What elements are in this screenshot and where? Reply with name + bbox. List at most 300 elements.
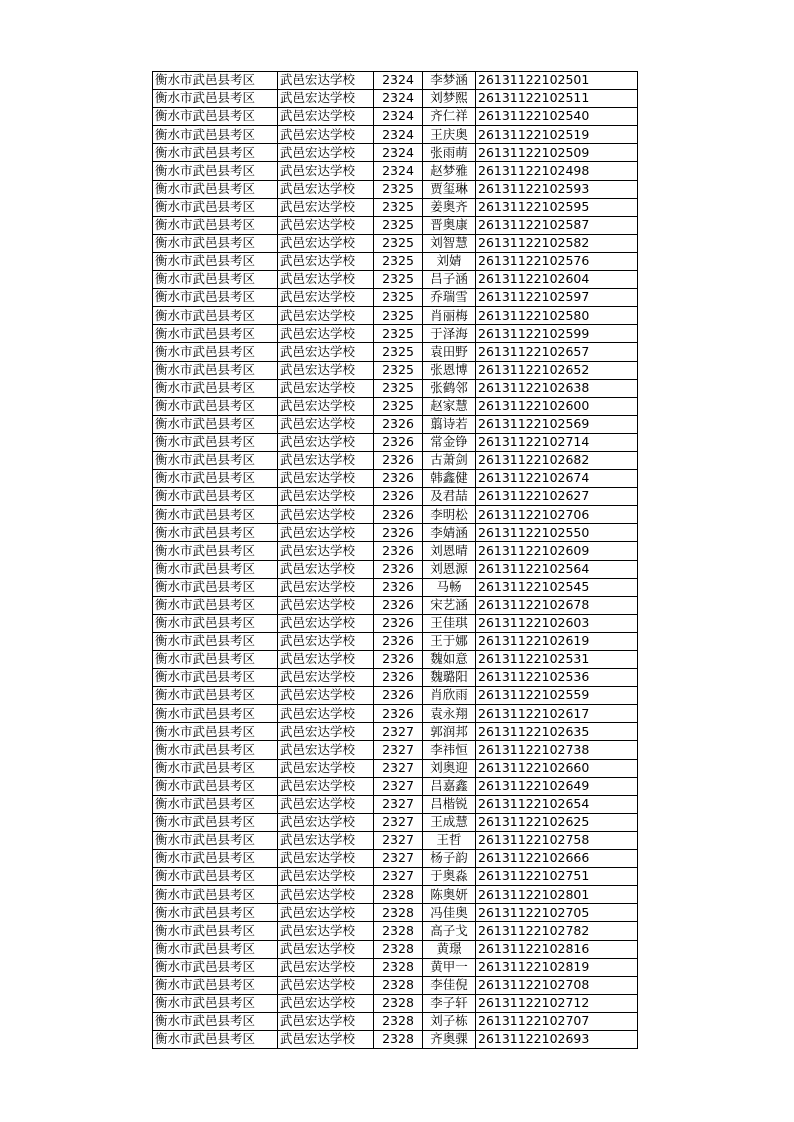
exam-id-cell: 26131122102707 bbox=[476, 1012, 638, 1030]
exam-id-cell: 26131122102708 bbox=[476, 976, 638, 994]
exam-region-cell: 衡水市武邑县考区 bbox=[153, 614, 278, 632]
exam-id-cell: 26131122102519 bbox=[476, 126, 638, 144]
student-name-cell: 吕楷锐 bbox=[423, 795, 476, 813]
school-cell: 武邑宏达学校 bbox=[278, 813, 374, 831]
student-name-cell: 杨子韵 bbox=[423, 850, 476, 868]
table-row bbox=[153, 1012, 638, 1030]
table-row bbox=[153, 904, 638, 922]
student-name-cell: 张恩博 bbox=[423, 361, 476, 379]
exam-room-cell: 2328 bbox=[374, 886, 423, 904]
student-name-cell: 王庆奥 bbox=[423, 126, 476, 144]
school-cell: 武邑宏达学校 bbox=[278, 361, 374, 379]
exam-id-cell: 26131122102682 bbox=[476, 451, 638, 469]
table-row bbox=[153, 361, 638, 379]
table-row bbox=[153, 470, 638, 488]
exam-room-cell: 2328 bbox=[374, 904, 423, 922]
school-cell: 武邑宏达学校 bbox=[278, 307, 374, 325]
exam-room-cell: 2325 bbox=[374, 180, 423, 198]
exam-room-cell: 2325 bbox=[374, 289, 423, 307]
school-cell: 武邑宏达学校 bbox=[278, 741, 374, 759]
student-name-cell: 高子戈 bbox=[423, 922, 476, 940]
exam-room-cell: 2325 bbox=[374, 216, 423, 234]
student-name-cell: 袁田野 bbox=[423, 343, 476, 361]
school-cell: 武邑宏达学校 bbox=[278, 596, 374, 614]
table-row bbox=[153, 198, 638, 216]
exam-id-cell: 26131122102531 bbox=[476, 651, 638, 669]
exam-id-cell: 26131122102603 bbox=[476, 614, 638, 632]
table-row bbox=[153, 687, 638, 705]
school-cell: 武邑宏达学校 bbox=[278, 470, 374, 488]
exam-region-cell: 衡水市武邑县考区 bbox=[153, 307, 278, 325]
student-name-cell: 魏如意 bbox=[423, 651, 476, 669]
table-row bbox=[153, 524, 638, 542]
school-cell: 武邑宏达学校 bbox=[278, 651, 374, 669]
exam-room-cell: 2327 bbox=[374, 741, 423, 759]
student-name-cell: 姜奥齐 bbox=[423, 198, 476, 216]
exam-room-cell: 2328 bbox=[374, 976, 423, 994]
exam-room-cell: 2326 bbox=[374, 415, 423, 433]
exam-id-cell: 26131122102657 bbox=[476, 343, 638, 361]
table-row bbox=[153, 886, 638, 904]
school-cell: 武邑宏达学校 bbox=[278, 252, 374, 270]
school-cell: 武邑宏达学校 bbox=[278, 433, 374, 451]
student-name-cell: 张雨萌 bbox=[423, 144, 476, 162]
exam-id-cell: 26131122102706 bbox=[476, 506, 638, 524]
exam-id-cell: 26131122102714 bbox=[476, 433, 638, 451]
table-row bbox=[153, 126, 638, 144]
school-cell: 武邑宏达学校 bbox=[278, 904, 374, 922]
exam-region-cell: 衡水市武邑县考区 bbox=[153, 560, 278, 578]
table-row bbox=[153, 451, 638, 469]
exam-id-cell: 26131122102609 bbox=[476, 542, 638, 560]
student-name-cell: 冯佳奥 bbox=[423, 904, 476, 922]
exam-id-cell: 26131122102693 bbox=[476, 1030, 638, 1048]
school-cell: 武邑宏达学校 bbox=[278, 216, 374, 234]
school-cell: 武邑宏达学校 bbox=[278, 162, 374, 180]
exam-region-cell: 衡水市武邑县考区 bbox=[153, 126, 278, 144]
exam-region-cell: 衡水市武邑县考区 bbox=[153, 687, 278, 705]
exam-region-cell: 衡水市武邑县考区 bbox=[153, 343, 278, 361]
school-cell: 武邑宏达学校 bbox=[278, 831, 374, 849]
exam-region-cell: 衡水市武邑县考区 bbox=[153, 705, 278, 723]
school-cell: 武邑宏达学校 bbox=[278, 632, 374, 650]
exam-region-cell: 衡水市武邑县考区 bbox=[153, 144, 278, 162]
school-cell: 武邑宏达学校 bbox=[278, 524, 374, 542]
exam-id-cell: 26131122102674 bbox=[476, 470, 638, 488]
table-row bbox=[153, 723, 638, 741]
exam-region-cell: 衡水市武邑县考区 bbox=[153, 252, 278, 270]
table-row bbox=[153, 433, 638, 451]
school-cell: 武邑宏达学校 bbox=[278, 705, 374, 723]
school-cell: 武邑宏达学校 bbox=[278, 271, 374, 289]
exam-id-cell: 26131122102660 bbox=[476, 759, 638, 777]
table-row bbox=[153, 307, 638, 325]
exam-id-cell: 26131122102635 bbox=[476, 723, 638, 741]
exam-region-cell: 衡水市武邑县考区 bbox=[153, 813, 278, 831]
exam-room-cell: 2325 bbox=[374, 325, 423, 343]
exam-region-cell: 衡水市武邑县考区 bbox=[153, 488, 278, 506]
exam-id-cell: 26131122102617 bbox=[476, 705, 638, 723]
student-name-cell: 吕嘉鑫 bbox=[423, 777, 476, 795]
exam-id-cell: 26131122102580 bbox=[476, 307, 638, 325]
exam-id-cell: 26131122102638 bbox=[476, 379, 638, 397]
school-cell: 武邑宏达学校 bbox=[278, 850, 374, 868]
table-row bbox=[153, 596, 638, 614]
table-row bbox=[153, 379, 638, 397]
table-row bbox=[153, 850, 638, 868]
exam-id-cell: 26131122102564 bbox=[476, 560, 638, 578]
school-cell: 武邑宏达学校 bbox=[278, 1012, 374, 1030]
exam-room-cell: 2326 bbox=[374, 651, 423, 669]
exam-room-cell: 2326 bbox=[374, 687, 423, 705]
school-cell: 武邑宏达学校 bbox=[278, 397, 374, 415]
table-row bbox=[153, 397, 638, 415]
exam-id-cell: 26131122102619 bbox=[476, 632, 638, 650]
exam-region-cell: 衡水市武邑县考区 bbox=[153, 976, 278, 994]
exam-room-cell: 2325 bbox=[374, 361, 423, 379]
student-name-cell: 肖欣雨 bbox=[423, 687, 476, 705]
exam-room-cell: 2324 bbox=[374, 90, 423, 108]
exam-room-cell: 2324 bbox=[374, 126, 423, 144]
student-name-cell: 马畅 bbox=[423, 578, 476, 596]
school-cell: 武邑宏达学校 bbox=[278, 198, 374, 216]
student-name-cell: 齐奥骒 bbox=[423, 1030, 476, 1048]
exam-room-cell: 2326 bbox=[374, 705, 423, 723]
exam-room-cell: 2328 bbox=[374, 922, 423, 940]
exam-region-cell: 衡水市武邑县考区 bbox=[153, 831, 278, 849]
exam-room-cell: 2324 bbox=[374, 162, 423, 180]
table-row bbox=[153, 795, 638, 813]
student-name-cell: 刘奥迎 bbox=[423, 759, 476, 777]
school-cell: 武邑宏达学校 bbox=[278, 180, 374, 198]
exam-id-cell: 26131122102625 bbox=[476, 813, 638, 831]
exam-region-cell: 衡水市武邑县考区 bbox=[153, 958, 278, 976]
table-row bbox=[153, 922, 638, 940]
table-row bbox=[153, 325, 638, 343]
exam-id-cell: 26131122102511 bbox=[476, 90, 638, 108]
school-cell: 武邑宏达学校 bbox=[278, 451, 374, 469]
school-cell: 武邑宏达学校 bbox=[278, 958, 374, 976]
exam-id-cell: 26131122102545 bbox=[476, 578, 638, 596]
exam-id-cell: 26131122102498 bbox=[476, 162, 638, 180]
exam-room-cell: 2326 bbox=[374, 560, 423, 578]
student-name-cell: 张鹤邻 bbox=[423, 379, 476, 397]
exam-room-cell: 2327 bbox=[374, 831, 423, 849]
student-name-cell: 晋奥康 bbox=[423, 216, 476, 234]
exam-room-cell: 2326 bbox=[374, 488, 423, 506]
exam-id-cell: 26131122102540 bbox=[476, 108, 638, 126]
student-name-cell: 贾玺琳 bbox=[423, 180, 476, 198]
exam-id-cell: 26131122102649 bbox=[476, 777, 638, 795]
student-name-cell: 刘智慧 bbox=[423, 234, 476, 252]
table-row bbox=[153, 542, 638, 560]
exam-room-cell: 2324 bbox=[374, 72, 423, 90]
exam-region-cell: 衡水市武邑县考区 bbox=[153, 759, 278, 777]
exam-region-cell: 衡水市武邑县考区 bbox=[153, 850, 278, 868]
student-name-cell: 刘恩晴 bbox=[423, 542, 476, 560]
school-cell: 武邑宏达学校 bbox=[278, 759, 374, 777]
student-name-cell: 李祎恒 bbox=[423, 741, 476, 759]
student-name-cell: 刘梦熙 bbox=[423, 90, 476, 108]
exam-id-cell: 26131122102569 bbox=[476, 415, 638, 433]
school-cell: 武邑宏达学校 bbox=[278, 940, 374, 958]
table-row bbox=[153, 560, 638, 578]
table-row bbox=[153, 252, 638, 270]
exam-room-cell: 2326 bbox=[374, 451, 423, 469]
exam-region-cell: 衡水市武邑县考区 bbox=[153, 651, 278, 669]
table-row bbox=[153, 705, 638, 723]
exam-region-cell: 衡水市武邑县考区 bbox=[153, 379, 278, 397]
student-name-cell: 于泽海 bbox=[423, 325, 476, 343]
exam-room-cell: 2325 bbox=[374, 271, 423, 289]
exam-room-cell: 2326 bbox=[374, 578, 423, 596]
exam-region-cell: 衡水市武邑县考区 bbox=[153, 868, 278, 886]
exam-region-cell: 衡水市武邑县考区 bbox=[153, 1012, 278, 1030]
exam-room-cell: 2326 bbox=[374, 669, 423, 687]
exam-id-cell: 26131122102501 bbox=[476, 72, 638, 90]
exam-region-cell: 衡水市武邑县考区 bbox=[153, 632, 278, 650]
exam-id-cell: 26131122102604 bbox=[476, 271, 638, 289]
exam-region-cell: 衡水市武邑县考区 bbox=[153, 108, 278, 126]
table-row bbox=[153, 578, 638, 596]
exam-region-cell: 衡水市武邑县考区 bbox=[153, 470, 278, 488]
school-cell: 武邑宏达学校 bbox=[278, 1030, 374, 1048]
exam-id-cell: 26131122102595 bbox=[476, 198, 638, 216]
student-name-cell: 齐仁祥 bbox=[423, 108, 476, 126]
student-name-cell: 刘恩源 bbox=[423, 560, 476, 578]
exam-id-cell: 26131122102597 bbox=[476, 289, 638, 307]
exam-region-cell: 衡水市武邑县考区 bbox=[153, 180, 278, 198]
school-cell: 武邑宏达学校 bbox=[278, 922, 374, 940]
exam-room-cell: 2328 bbox=[374, 1030, 423, 1048]
school-cell: 武邑宏达学校 bbox=[278, 90, 374, 108]
table-row bbox=[153, 180, 638, 198]
exam-region-cell: 衡水市武邑县考区 bbox=[153, 723, 278, 741]
student-name-cell: 乔瑞雪 bbox=[423, 289, 476, 307]
student-name-cell: 刘婧 bbox=[423, 252, 476, 270]
roster-table bbox=[152, 71, 638, 1049]
school-cell: 武邑宏达学校 bbox=[278, 144, 374, 162]
table-row bbox=[153, 868, 638, 886]
table-row bbox=[153, 994, 638, 1012]
exam-region-cell: 衡水市武邑县考区 bbox=[153, 216, 278, 234]
exam-room-cell: 2327 bbox=[374, 723, 423, 741]
exam-room-cell: 2326 bbox=[374, 542, 423, 560]
exam-id-cell: 26131122102536 bbox=[476, 669, 638, 687]
student-name-cell: 吕子涵 bbox=[423, 271, 476, 289]
exam-room-cell: 2327 bbox=[374, 813, 423, 831]
exam-region-cell: 衡水市武邑县考区 bbox=[153, 198, 278, 216]
school-cell: 武邑宏达学校 bbox=[278, 578, 374, 596]
exam-id-cell: 26131122102666 bbox=[476, 850, 638, 868]
exam-region-cell: 衡水市武邑县考区 bbox=[153, 777, 278, 795]
table-row bbox=[153, 831, 638, 849]
student-name-cell: 陈奥妍 bbox=[423, 886, 476, 904]
exam-room-cell: 2327 bbox=[374, 759, 423, 777]
school-cell: 武邑宏达学校 bbox=[278, 687, 374, 705]
exam-id-cell: 26131122102559 bbox=[476, 687, 638, 705]
exam-region-cell: 衡水市武邑县考区 bbox=[153, 904, 278, 922]
exam-room-cell: 2327 bbox=[374, 850, 423, 868]
exam-room-cell: 2325 bbox=[374, 379, 423, 397]
exam-region-cell: 衡水市武邑县考区 bbox=[153, 506, 278, 524]
exam-region-cell: 衡水市武邑县考区 bbox=[153, 433, 278, 451]
exam-room-cell: 2325 bbox=[374, 252, 423, 270]
table-row bbox=[153, 162, 638, 180]
table-row bbox=[153, 343, 638, 361]
exam-id-cell: 26131122102816 bbox=[476, 940, 638, 958]
school-cell: 武邑宏达学校 bbox=[278, 126, 374, 144]
table-row bbox=[153, 813, 638, 831]
student-name-cell: 李子轩 bbox=[423, 994, 476, 1012]
exam-region-cell: 衡水市武邑县考区 bbox=[153, 940, 278, 958]
school-cell: 武邑宏达学校 bbox=[278, 614, 374, 632]
school-cell: 武邑宏达学校 bbox=[278, 234, 374, 252]
exam-id-cell: 26131122102582 bbox=[476, 234, 638, 252]
exam-id-cell: 26131122102627 bbox=[476, 488, 638, 506]
table-row bbox=[153, 72, 638, 90]
school-cell: 武邑宏达学校 bbox=[278, 415, 374, 433]
exam-id-cell: 26131122102758 bbox=[476, 831, 638, 849]
exam-room-cell: 2328 bbox=[374, 994, 423, 1012]
exam-region-cell: 衡水市武邑县考区 bbox=[153, 669, 278, 687]
exam-id-cell: 26131122102593 bbox=[476, 180, 638, 198]
student-name-cell: 赵家慧 bbox=[423, 397, 476, 415]
table-row bbox=[153, 958, 638, 976]
exam-room-cell: 2327 bbox=[374, 777, 423, 795]
table-row bbox=[153, 90, 638, 108]
exam-room-cell: 2324 bbox=[374, 144, 423, 162]
exam-region-cell: 衡水市武邑县考区 bbox=[153, 741, 278, 759]
exam-region-cell: 衡水市武邑县考区 bbox=[153, 994, 278, 1012]
table-row bbox=[153, 488, 638, 506]
exam-room-cell: 2326 bbox=[374, 433, 423, 451]
exam-region-cell: 衡水市武邑县考区 bbox=[153, 162, 278, 180]
table-row bbox=[153, 741, 638, 759]
student-name-cell: 李明松 bbox=[423, 506, 476, 524]
exam-region-cell: 衡水市武邑县考区 bbox=[153, 415, 278, 433]
student-name-cell: 李佳倪 bbox=[423, 976, 476, 994]
student-name-cell: 于奥淼 bbox=[423, 868, 476, 886]
table-row bbox=[153, 271, 638, 289]
exam-id-cell: 26131122102576 bbox=[476, 252, 638, 270]
student-name-cell: 黄璟 bbox=[423, 940, 476, 958]
table-row bbox=[153, 759, 638, 777]
student-name-cell: 李婧涵 bbox=[423, 524, 476, 542]
student-name-cell: 王成慧 bbox=[423, 813, 476, 831]
exam-room-cell: 2325 bbox=[374, 234, 423, 252]
school-cell: 武邑宏达学校 bbox=[278, 343, 374, 361]
exam-region-cell: 衡水市武邑县考区 bbox=[153, 795, 278, 813]
exam-region-cell: 衡水市武邑县考区 bbox=[153, 524, 278, 542]
school-cell: 武邑宏达学校 bbox=[278, 669, 374, 687]
table-row bbox=[153, 289, 638, 307]
exam-region-cell: 衡水市武邑县考区 bbox=[153, 90, 278, 108]
school-cell: 武邑宏达学校 bbox=[278, 488, 374, 506]
roster-body bbox=[153, 72, 638, 1049]
student-name-cell: 常金铮 bbox=[423, 433, 476, 451]
exam-room-cell: 2326 bbox=[374, 524, 423, 542]
exam-room-cell: 2328 bbox=[374, 940, 423, 958]
school-cell: 武邑宏达学校 bbox=[278, 506, 374, 524]
exam-region-cell: 衡水市武邑县考区 bbox=[153, 1030, 278, 1048]
school-cell: 武邑宏达学校 bbox=[278, 795, 374, 813]
exam-room-cell: 2327 bbox=[374, 868, 423, 886]
school-cell: 武邑宏达学校 bbox=[278, 777, 374, 795]
student-name-cell: 袁永翔 bbox=[423, 705, 476, 723]
table-row bbox=[153, 777, 638, 795]
student-name-cell: 宋艺涵 bbox=[423, 596, 476, 614]
exam-room-cell: 2325 bbox=[374, 343, 423, 361]
exam-room-cell: 2325 bbox=[374, 198, 423, 216]
school-cell: 武邑宏达学校 bbox=[278, 542, 374, 560]
table-row bbox=[153, 1030, 638, 1048]
exam-room-cell: 2325 bbox=[374, 307, 423, 325]
exam-id-cell: 26131122102509 bbox=[476, 144, 638, 162]
school-cell: 武邑宏达学校 bbox=[278, 108, 374, 126]
table-row bbox=[153, 216, 638, 234]
exam-region-cell: 衡水市武邑县考区 bbox=[153, 72, 278, 90]
school-cell: 武邑宏达学校 bbox=[278, 976, 374, 994]
exam-id-cell: 26131122102738 bbox=[476, 741, 638, 759]
table-row bbox=[153, 415, 638, 433]
school-cell: 武邑宏达学校 bbox=[278, 868, 374, 886]
table-row bbox=[153, 976, 638, 994]
exam-id-cell: 26131122102751 bbox=[476, 868, 638, 886]
exam-room-cell: 2328 bbox=[374, 1012, 423, 1030]
exam-id-cell: 26131122102801 bbox=[476, 886, 638, 904]
table-row bbox=[153, 651, 638, 669]
table-row bbox=[153, 614, 638, 632]
student-name-cell: 王佳琪 bbox=[423, 614, 476, 632]
exam-region-cell: 衡水市武邑县考区 bbox=[153, 451, 278, 469]
student-name-cell: 王于娜 bbox=[423, 632, 476, 650]
table-row bbox=[153, 506, 638, 524]
student-name-cell: 刘子栋 bbox=[423, 1012, 476, 1030]
table-row bbox=[153, 669, 638, 687]
exam-room-cell: 2324 bbox=[374, 108, 423, 126]
student-name-cell: 及君喆 bbox=[423, 488, 476, 506]
student-name-cell: 王哲 bbox=[423, 831, 476, 849]
exam-region-cell: 衡水市武邑县考区 bbox=[153, 397, 278, 415]
school-cell: 武邑宏达学校 bbox=[278, 886, 374, 904]
school-cell: 武邑宏达学校 bbox=[278, 379, 374, 397]
school-cell: 武邑宏达学校 bbox=[278, 994, 374, 1012]
exam-region-cell: 衡水市武邑县考区 bbox=[153, 886, 278, 904]
exam-region-cell: 衡水市武邑县考区 bbox=[153, 596, 278, 614]
exam-room-cell: 2328 bbox=[374, 958, 423, 976]
exam-id-cell: 26131122102600 bbox=[476, 397, 638, 415]
exam-region-cell: 衡水市武邑县考区 bbox=[153, 271, 278, 289]
exam-region-cell: 衡水市武邑县考区 bbox=[153, 578, 278, 596]
school-cell: 武邑宏达学校 bbox=[278, 723, 374, 741]
student-name-cell: 郭润邦 bbox=[423, 723, 476, 741]
school-cell: 武邑宏达学校 bbox=[278, 560, 374, 578]
exam-id-cell: 26131122102712 bbox=[476, 994, 638, 1012]
exam-room-cell: 2326 bbox=[374, 506, 423, 524]
exam-room-cell: 2326 bbox=[374, 614, 423, 632]
exam-room-cell: 2327 bbox=[374, 795, 423, 813]
exam-id-cell: 26131122102654 bbox=[476, 795, 638, 813]
exam-room-cell: 2325 bbox=[374, 397, 423, 415]
exam-id-cell: 26131122102705 bbox=[476, 904, 638, 922]
exam-region-cell: 衡水市武邑县考区 bbox=[153, 922, 278, 940]
exam-region-cell: 衡水市武邑县考区 bbox=[153, 542, 278, 560]
table-row bbox=[153, 632, 638, 650]
exam-id-cell: 26131122102652 bbox=[476, 361, 638, 379]
exam-id-cell: 26131122102550 bbox=[476, 524, 638, 542]
table-row bbox=[153, 108, 638, 126]
